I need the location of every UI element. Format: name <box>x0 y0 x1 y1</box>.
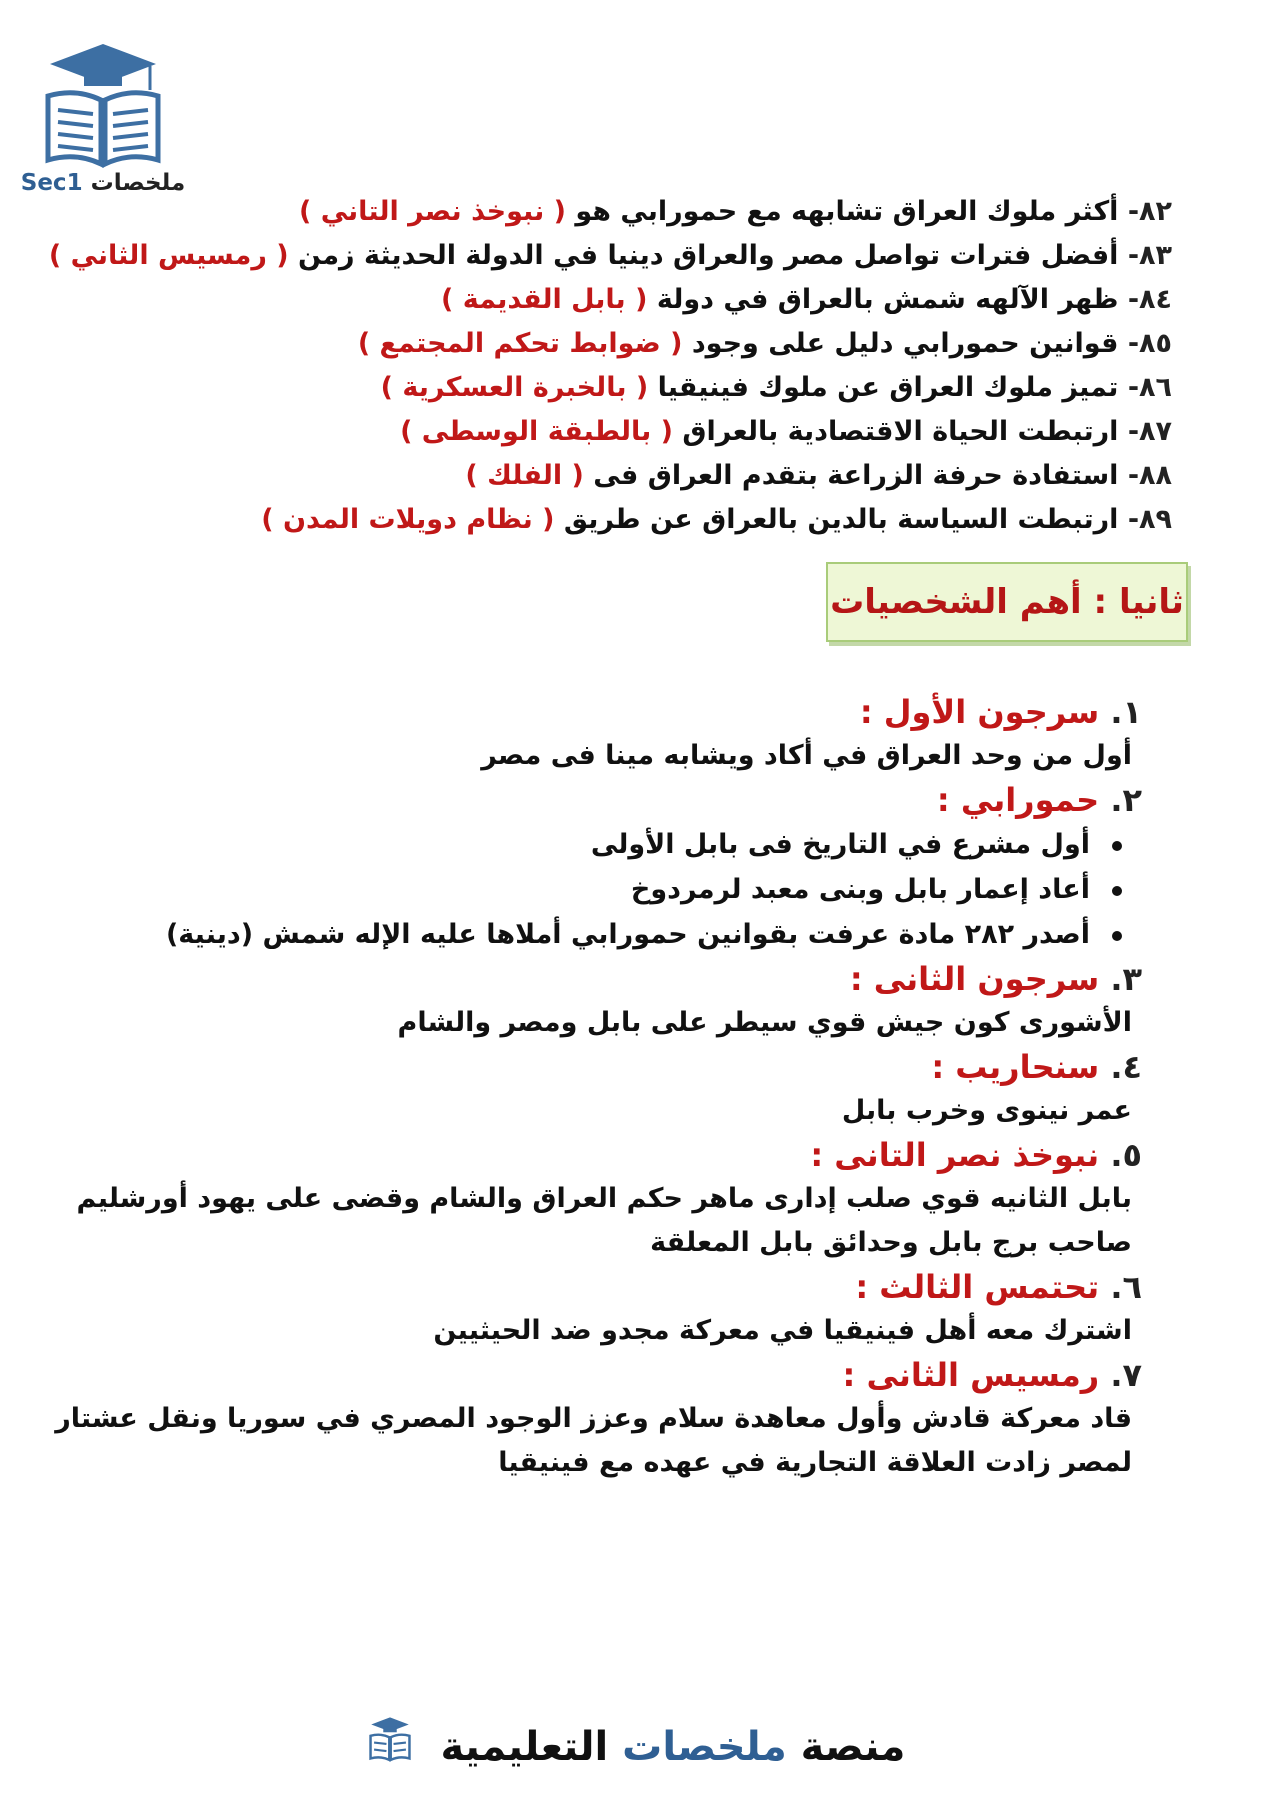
question-row <box>48 234 1172 278</box>
person-number: ٣. <box>1110 960 1142 998</box>
person-heading <box>62 1353 1142 1397</box>
footer-pre: منصة <box>800 1724 906 1770</box>
question-number: ٨٤- <box>1127 284 1172 315</box>
logo-name: ملخصات <box>90 170 186 196</box>
person-heading <box>62 957 1142 1001</box>
question-number: ٨٥- <box>1127 328 1172 359</box>
question-text: تميز ملوك العراق عن ملوك فينيقيا <box>657 372 1119 403</box>
person-number: ٧. <box>1110 1356 1142 1394</box>
question-text: ارتبطت الحياة الاقتصادية بالعراق <box>682 416 1119 447</box>
question-text: ارتبطت السياسة بالدين بالعراق عن طريق <box>563 504 1119 535</box>
footer-brand-name: ملخصات <box>622 1724 787 1770</box>
person-number: ٥. <box>1110 1136 1142 1174</box>
person-heading <box>62 1133 1142 1177</box>
question-number: ٨٦- <box>1127 372 1172 403</box>
question-answer: ( الفلك ) <box>465 460 584 491</box>
question-row <box>72 498 1172 542</box>
question-number: ٨٨- <box>1127 460 1172 491</box>
question-text: ظهر الآلهه شمش بالعراق في دولة <box>656 284 1119 315</box>
question-row <box>72 322 1172 366</box>
question-answer: ( ضوابط تحكم المجتمع ) <box>357 328 683 359</box>
person-description: لمصر زادت العلاقة التجارية في عهده مع فينيقيا <box>498 1447 1132 1478</box>
person-description: عمر نينوى وخرب بابل <box>841 1095 1132 1126</box>
question-text: استفادة حرفة الزراعة بتقدم العراق فى <box>593 460 1119 491</box>
personalities-list <box>55 690 1142 1485</box>
person-number: ٦. <box>1110 1268 1142 1306</box>
person-heading <box>62 1265 1142 1309</box>
bullet-icon <box>1112 886 1122 896</box>
person-number: ٤. <box>1110 1048 1142 1086</box>
bullet-icon <box>1112 841 1122 851</box>
person-name: سرجون الثانى : <box>849 960 1100 998</box>
book-cap-icon <box>367 1714 413 1784</box>
question-answer: ( بابل القديمة ) <box>441 284 648 315</box>
person-name: حمورابي : <box>936 781 1100 819</box>
question-number: ٨٩- <box>1127 504 1172 535</box>
person-bullets <box>62 822 1142 957</box>
question-answer: ( نظام دويلات المدن ) <box>261 504 555 535</box>
person-name: سرجون الأول : <box>859 693 1100 731</box>
person-description: قاد معركة قادش وأول معاهدة سلام وعزز الوجود المصري في سوريا ونقل عشتار <box>55 1403 1132 1434</box>
person-name: تحتمس الثالث : <box>855 1268 1100 1306</box>
question-text: قوانين حمورابي دليل على وجود <box>691 328 1119 359</box>
person-heading <box>62 778 1142 822</box>
question-answer: ( رمسيس الثاني ) <box>48 240 289 271</box>
bullet-item <box>62 912 1122 957</box>
person-description: بابل الثانيه قوي صلب إدارى ماهر حكم العراق والشام وقضى على يهود أورشليم <box>76 1183 1132 1214</box>
bullet-text: أول مشرع في التاريخ فى بابل الأولى <box>590 829 1090 860</box>
section-title: ثانيا : أهم الشخصيات <box>826 562 1188 642</box>
person-description: أول من وحد العراق في أكاد ويشابه مينا فى مصر <box>481 740 1132 771</box>
bullet-text: أعاد إعمار بابل وبنى معبد لرمردوخ <box>630 874 1090 905</box>
question-text: أكثر ملوك العراق تشابهه مع حمورابي هو <box>575 196 1119 227</box>
book-cap-icon <box>38 40 168 170</box>
question-answer: ( بالخبرة العسكرية ) <box>380 372 649 403</box>
question-row <box>72 366 1172 410</box>
question-number: ٨٢- <box>1127 196 1172 227</box>
question-answer: ( نبوخذ نصر التاني ) <box>298 196 566 227</box>
logo-brand: Sec1 <box>20 170 83 196</box>
question-number: ٨٣- <box>1127 240 1172 271</box>
person-description: الأشورى كون جيش قوي سيطر على بابل ومصر والشام <box>397 1007 1132 1038</box>
person-number: ٢. <box>1110 781 1142 819</box>
person-heading <box>62 1045 1142 1089</box>
person-description: صاحب برج بابل وحدائق بابل المعلقة <box>650 1227 1132 1258</box>
footer-post: التعليمية <box>440 1724 609 1770</box>
person-description: اشترك معه أهل فينيقيا في معركة مجدو ضد الحيثيين <box>433 1315 1132 1346</box>
question-row <box>72 454 1172 498</box>
footer-brand <box>0 1712 1272 1782</box>
bullet-item <box>62 822 1122 867</box>
person-heading <box>62 690 1142 734</box>
question-answer: ( بالطبقة الوسطى ) <box>400 416 673 447</box>
question-number: ٨٧- <box>1127 416 1172 447</box>
person-name: نبوخذ نصر التانى : <box>810 1136 1100 1174</box>
question-text: أفضل فترات تواصل مصر والعراق دينيا في الدولة الحديثة زمن <box>298 240 1119 271</box>
questions-list <box>48 190 1172 542</box>
bullet-item <box>62 867 1122 912</box>
brand-logo <box>8 40 198 200</box>
bullet-text: أصدر ٢٨٢ مادة عرفت بقوانين حمورابي أملاها عليه الإله شمش (دينية) <box>165 919 1090 950</box>
question-row <box>72 278 1172 322</box>
person-name: رمسيس الثانى : <box>842 1356 1100 1394</box>
bullet-icon <box>1112 931 1122 941</box>
question-row <box>72 410 1172 454</box>
person-name: سنحاريب : <box>931 1048 1100 1086</box>
person-number: ١. <box>1110 693 1142 731</box>
question-row <box>72 190 1172 234</box>
